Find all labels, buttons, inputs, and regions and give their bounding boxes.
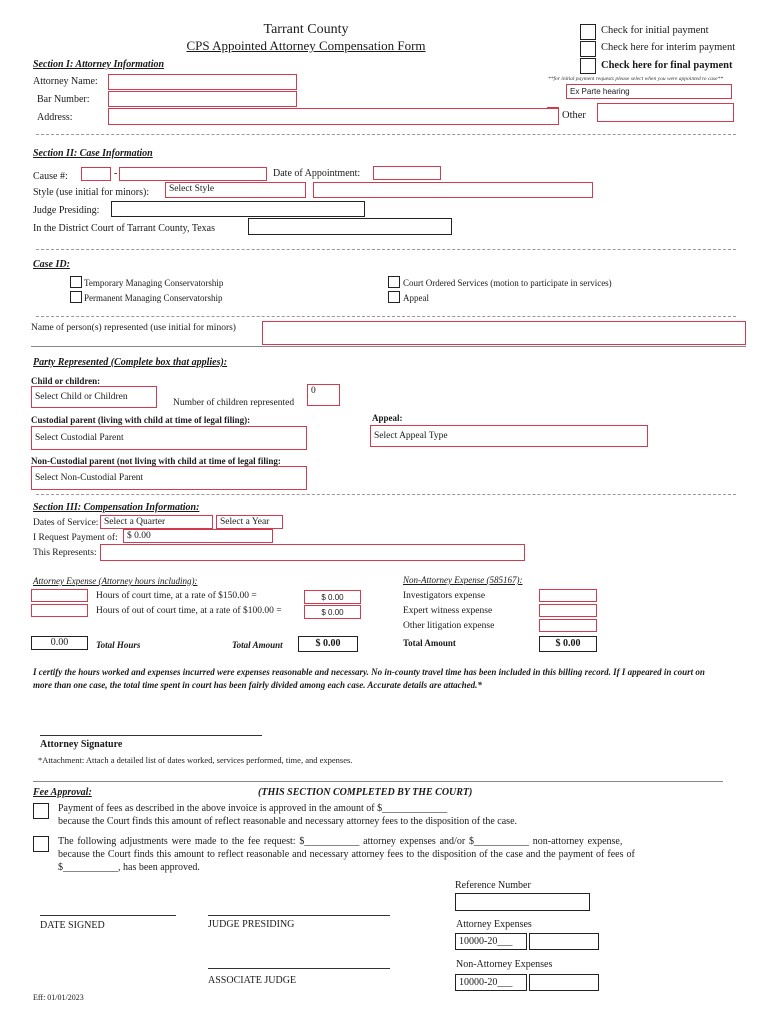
interim-payment-checkbox[interactable] [580, 41, 596, 57]
cause-separator: - [114, 168, 118, 179]
judge-label: Judge Presiding: [33, 205, 100, 216]
approve-full-line1: Payment of fees as described in the above invoice is approved in the amount of $_____________ [58, 803, 448, 814]
dates-service-label: Dates of Service: [33, 518, 99, 528]
in-court-amount: $ 0.00 [304, 590, 361, 604]
year-select[interactable]: Select a Year [216, 515, 283, 529]
in-court-label: Hours of court time, at a rate of $150.00 = [96, 591, 257, 601]
date-appointment-input[interactable] [373, 166, 441, 180]
request-payment-value: $ 0.00 [123, 529, 273, 543]
persons-label: Name of person(s) represented (use initial for minors) [31, 323, 236, 333]
section1-title: Section I: Attorney Information [33, 59, 165, 70]
court-section-note: (THIS SECTION COMPLETED BY THE COURT) [258, 787, 473, 798]
county-title: Tarrant County [263, 22, 349, 37]
district-court-input[interactable] [248, 218, 452, 235]
non-attorney-expenses-label: Non-Attorney Expenses [456, 959, 553, 970]
noncustodial-label: Non-Custodial parent (not living with child at time of legal filing: [31, 456, 281, 466]
total-hours-label: Total Hours [96, 640, 141, 650]
total-amount-label: Total Amount [232, 640, 283, 650]
child-select[interactable]: Select Child or Children [31, 386, 157, 408]
associate-judge-label: ASSOCIATE JUDGE [208, 975, 297, 986]
address-input[interactable] [108, 108, 559, 125]
bar-number-input[interactable] [108, 91, 297, 107]
other-lit-label: Other litigation expense [403, 621, 495, 631]
fee-approval-title: Fee Approval: [33, 787, 92, 798]
tmc-checkbox[interactable] [70, 276, 82, 288]
persons-input[interactable] [262, 321, 746, 345]
cause-part1-input[interactable] [81, 167, 111, 181]
final-payment-checkbox[interactable] [580, 58, 596, 74]
cos-checkbox[interactable] [388, 276, 400, 288]
expert-label: Expert witness expense [403, 606, 493, 616]
party-title: Party Represented (Complete box that applies): [33, 357, 228, 368]
custodial-label: Custodial parent (living with child at time of legal filing): [31, 415, 251, 425]
interim-payment-label: Check here for interim payment [601, 42, 736, 53]
divider [36, 494, 736, 495]
approve-full-line2: because the Court finds this amount of reflect reasonable and necessary attorney fees to the disposition of the case. [58, 816, 518, 827]
non-total-value: $ 0.00 [539, 636, 597, 652]
section3-title: Section III: Compensation Information: [33, 502, 200, 513]
total-hours-value: 0.00 [31, 636, 88, 650]
style-select[interactable]: Select Style [165, 182, 306, 198]
represents-label: This Represents: [33, 548, 97, 558]
divider [36, 249, 736, 250]
final-payment-label: Check here for final payment [601, 60, 733, 71]
divider [36, 134, 736, 135]
form-title: CPS Appointed Attorney Compensation Form [186, 38, 426, 53]
initial-payment-label: Check for initial payment [601, 25, 709, 36]
divider [36, 316, 736, 317]
approve-full-checkbox[interactable] [33, 803, 49, 819]
appeal-checkbox[interactable] [388, 291, 400, 303]
hearing-select[interactable]: Ex Parte hearing [566, 84, 732, 99]
non-attorney-expenses-input[interactable] [529, 974, 599, 991]
num-children-label: Number of children represented [173, 398, 295, 408]
signature-label: Attorney Signature [40, 739, 123, 750]
pmc-checkbox[interactable] [70, 291, 82, 303]
cos-label: Court Ordered Services (motion to participate in services) [403, 278, 612, 288]
represents-input[interactable] [100, 544, 525, 561]
cause-label: Cause #: [33, 171, 68, 182]
case-id-title: Case ID: [33, 259, 70, 270]
divider [31, 346, 746, 347]
style-label: Style (use initial for minors): [33, 187, 150, 198]
attorney-code: 10000-20___ [455, 933, 527, 950]
attachment-note: *Attachment: Attach a detailed list of dates worked, services performed, time, and expenses. [38, 755, 353, 765]
certify-text: I certify the hours worked and expenses incurred were expenses reasonable and necessary. No in-county travel time has been included in this billing record. If I appeared in court on more than one case, the total time spent in court has been fairly divided among each case. Accurate details are attached.* [33, 667, 705, 690]
non-attorney-title: Non-Attorney Expense (585167): [403, 575, 523, 585]
noncustodial-select[interactable]: Select Non-Custodial Parent [31, 466, 307, 490]
judge-line [208, 915, 390, 916]
initial-payment-note: **for initial payment requests please select when you were appointed to case** [548, 76, 724, 82]
appeal-label: Appeal [403, 293, 429, 303]
expert-input[interactable] [539, 604, 597, 617]
child-label: Child or children: [31, 376, 101, 386]
other-input[interactable] [597, 103, 734, 122]
in-court-hours-input[interactable] [31, 589, 88, 602]
tmc-label: Temporary Managing Conservatorship [84, 278, 224, 288]
date-signed-label: DATE SIGNED [40, 920, 105, 931]
divider [33, 781, 723, 782]
style-name-input[interactable] [313, 182, 593, 198]
attorney-expenses-label: Attorney Expenses [456, 919, 532, 930]
attorney-expense-title: Attorney Expense (Attorney hours including): [33, 576, 198, 586]
effective-date: Eff: 01/01/2023 [33, 993, 84, 1002]
bar-number-label: Bar Number: [37, 94, 90, 105]
approve-adjusted-line1: The following adjustments were made to the fee request: $___________ attorney expenses and/or $___________ non-attorney expense, [58, 836, 623, 847]
approve-adjusted-line2: because the Court finds this amount to reflect reasonable and necessary attorney fees to the disposition of the case and the payment of fees of [58, 849, 635, 860]
date-signed-line [40, 915, 176, 916]
out-court-label: Hours of out of court time, at a rate of $100.00 = [96, 606, 282, 616]
out-court-hours-input[interactable] [31, 604, 88, 617]
judge-presiding-label: JUDGE PRESIDING [208, 919, 295, 930]
judge-input[interactable] [111, 201, 365, 217]
appeal-type-label: Appeal: [372, 413, 403, 423]
approve-adjusted-line3: $___________, has been approved. [58, 862, 200, 873]
initial-payment-checkbox[interactable] [580, 24, 596, 40]
num-children-input[interactable]: 0 [307, 384, 340, 406]
pmc-label: Permanent Managing Conservatorship [84, 293, 223, 303]
attorney-name-label: Attorney Name: [33, 76, 98, 87]
investigators-input[interactable] [539, 589, 597, 602]
total-amount-value: $ 0.00 [298, 636, 358, 652]
custodial-select[interactable]: Select Custodial Parent [31, 426, 307, 450]
other-lit-input[interactable] [539, 619, 597, 632]
request-payment-label: I Request Payment of: [33, 533, 118, 543]
reference-label: Reference Number [455, 880, 531, 891]
appeal-type-select[interactable]: Select Appeal Type [370, 425, 648, 447]
attorney-expenses-input[interactable] [529, 933, 599, 950]
cause-part2-input[interactable] [119, 167, 267, 181]
non-attorney-code: 10000-20___ [455, 974, 527, 991]
district-label: In the District Court of Tarrant County, Texas [33, 223, 215, 234]
section2-title: Section II: Case Information [33, 148, 153, 159]
quarter-select[interactable]: Select a Quarter [100, 515, 213, 529]
signature-line [40, 735, 262, 736]
investigators-label: Investigators expense [403, 591, 486, 601]
other-label: Other [562, 110, 586, 121]
out-court-amount: $ 0.00 [304, 605, 361, 619]
approve-adjusted-checkbox[interactable] [33, 836, 49, 852]
associate-judge-line [208, 968, 390, 969]
attorney-name-input[interactable] [108, 74, 297, 90]
reference-input[interactable] [455, 893, 590, 911]
address-label: Address: [37, 112, 73, 123]
non-total-label: Total Amount [403, 638, 456, 648]
date-appointment-label: Date of Appointment: [273, 168, 361, 179]
